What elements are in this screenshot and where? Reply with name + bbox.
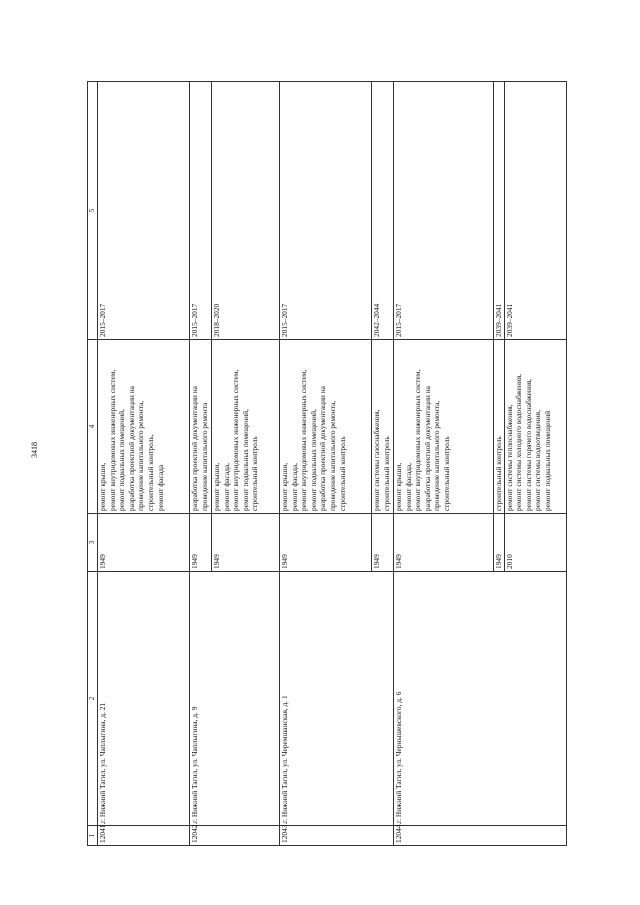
- work-item: ремонт системы теплоснабжения,: [504, 404, 514, 511]
- period-cell: 2015–2017: [394, 82, 494, 340]
- works-cell: [190, 340, 212, 514]
- period-cell: 2039–2041: [504, 82, 566, 340]
- year-cell: 1949: [280, 514, 372, 572]
- table-row: [280, 82, 372, 846]
- period-cell: 2015–2017: [98, 82, 190, 340]
- work-item: проведение капитального ремонта,: [327, 400, 337, 511]
- work-item: ремонт фасада,: [289, 463, 299, 511]
- work-item: ремонт внутридомовых инженерных систем,: [413, 369, 423, 511]
- work-item: ремонт системы холодного водоснабжения,: [514, 374, 524, 511]
- works-cell: [494, 340, 505, 514]
- work-item: строительный контроль,: [145, 434, 155, 511]
- work-item: ремонт подвальных помещений,: [240, 409, 250, 511]
- work-item: проведение капитального ремонта,: [136, 400, 146, 511]
- works-cell: [98, 340, 190, 514]
- work-item: ремонт фасада,: [403, 463, 413, 511]
- work-item: проведение капитального ремонта: [199, 402, 209, 511]
- work-item: ремонт крыши,: [98, 462, 107, 511]
- period-cell: 2039–2041: [494, 82, 505, 340]
- work-item: ремонт системы водоотведения,: [533, 410, 543, 511]
- work-item: ремонт крыши,: [394, 462, 403, 511]
- work-item: строительный контроль: [381, 436, 391, 511]
- work-item: разработка проектной документации на: [422, 386, 432, 511]
- year-cell: 2010: [504, 514, 566, 572]
- year-cell: 1949: [190, 514, 212, 572]
- address-cell: г. Нижний Тагил, ул. Чаплыгина, д. 9: [190, 572, 280, 826]
- works-cell: [504, 340, 566, 514]
- year-cell: 1949: [372, 514, 394, 572]
- works-cell: [394, 340, 494, 514]
- year-cell: 1949: [98, 514, 190, 572]
- address-cell: г. Нижний Тагил, ул. Черемшанская, д. 1: [280, 572, 394, 826]
- year-cell: 1949: [394, 514, 494, 572]
- address-cell: г. Нижний Тагил, ул. Чернышевского, д. 6: [394, 572, 567, 826]
- work-item: ремонт фасада: [155, 464, 165, 511]
- work-item: строительный контроль: [337, 436, 347, 511]
- header-col-5: 5: [88, 82, 98, 340]
- work-item: ремонт системы газоснабжения,: [372, 409, 381, 511]
- row-number: 12042.: [190, 826, 280, 846]
- row-number: 12044.: [394, 826, 567, 846]
- work-item: ремонт крыши,: [212, 462, 221, 511]
- capital-repair-table: [87, 81, 567, 846]
- work-item: разработка проектной документации на: [190, 386, 199, 511]
- page-number: 3418: [30, 442, 39, 458]
- work-item: разработка проектной документации на: [318, 386, 328, 511]
- work-item: проведение капитального ремонта,: [432, 400, 442, 511]
- address-cell: г. Нижний Тагил, ул. Чаплыгина, д. 21: [98, 572, 190, 826]
- work-item: ремонт крыши,: [280, 462, 289, 511]
- work-item: ремонт внутридомовых инженерных систем,: [231, 369, 241, 511]
- period-cell: 2018–2020: [212, 82, 280, 340]
- work-item: строительный контроль: [441, 436, 451, 511]
- header-col-1: 1: [88, 826, 98, 846]
- work-item: ремонт подвальных помещений: [542, 410, 552, 511]
- rotated-table-container: [87, 82, 552, 846]
- table-body: [88, 82, 567, 846]
- period-cell: 2042–2044: [372, 82, 394, 340]
- work-item: строительный контроль: [250, 436, 260, 511]
- works-cell: [212, 340, 280, 514]
- table-row: [190, 82, 212, 846]
- year-cell: 1949: [494, 514, 505, 572]
- table-row: [98, 82, 190, 846]
- works-cell: [372, 340, 394, 514]
- work-item: ремонт внутридомовых инженерных систем,: [107, 369, 117, 511]
- row-number: 12041.: [98, 826, 190, 846]
- table-stage: [87, 82, 552, 846]
- period-cell: 2015–2017: [280, 82, 372, 340]
- header-col-3: 3: [88, 514, 98, 572]
- header-col-4: 4: [88, 340, 98, 514]
- work-item: ремонт подвальных помещений,: [117, 409, 127, 511]
- work-item: ремонт внутридомовых инженерных систем,: [299, 369, 309, 511]
- table-row: [394, 82, 494, 846]
- works-cell: [280, 340, 372, 514]
- year-cell: 1949: [212, 514, 280, 572]
- header-row: [88, 82, 98, 846]
- work-item: ремонт фасада,: [221, 463, 231, 511]
- period-cell: 2015–2017: [190, 82, 212, 340]
- work-item: строительный контроль: [494, 436, 503, 511]
- header-col-2: 2: [88, 572, 98, 826]
- work-item: разработка проектной документации на: [126, 386, 136, 511]
- work-item: ремонт системы горячего водоснабжения,: [523, 378, 533, 511]
- row-number: 12043.: [280, 826, 394, 846]
- work-item: ремонт подвальных помещений,: [308, 409, 318, 511]
